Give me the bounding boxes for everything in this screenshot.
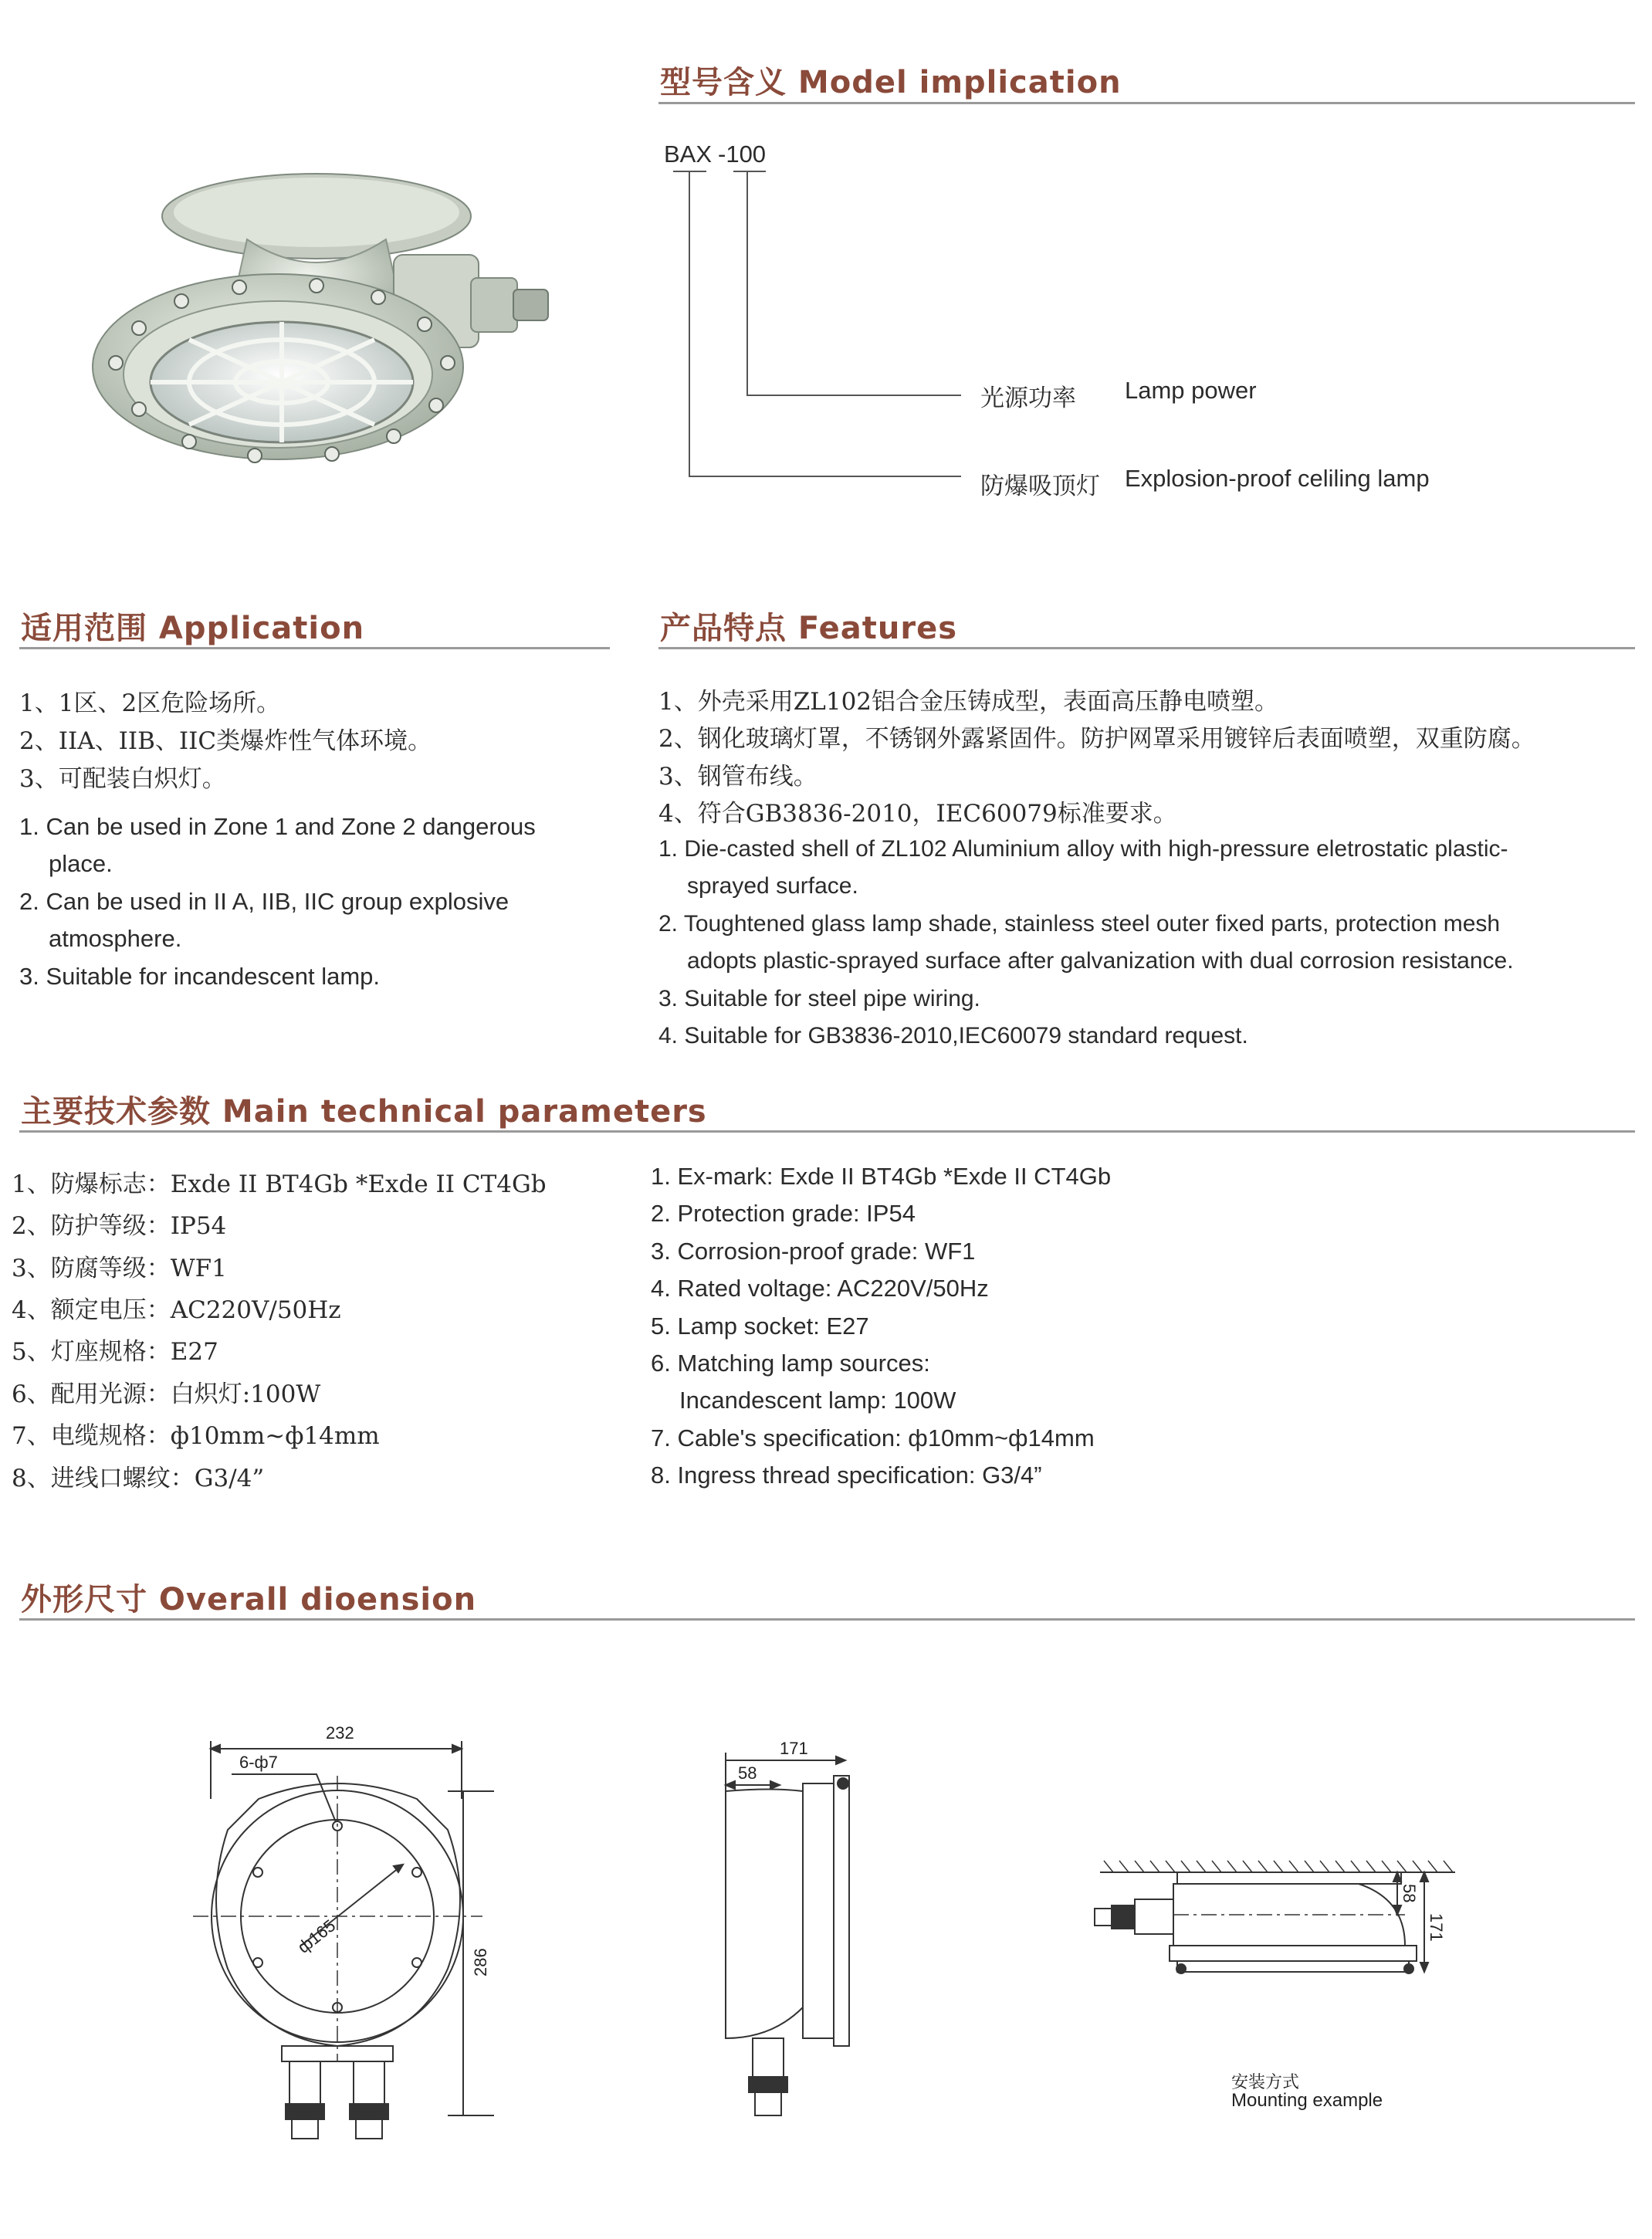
params-zh-item: 7、电缆规格：ф10mm~ф14mm — [12, 1422, 380, 1450]
features-zh-item: 4、符合GB3836-2010，IEC60079标准要求。 — [658, 800, 1177, 828]
params-en-line: 7. Cable's specification: ф10mm~ф14mm — [651, 1424, 1095, 1451]
legend-lamp-power-en: Lamp power — [1125, 377, 1257, 404]
params-zh-item: 5、灯座规格：E27 — [12, 1338, 218, 1366]
side-depth-label: 171 — [780, 1739, 808, 1758]
features-en-line: 1. Die-casted shell of ZL102 Aluminium alloy with high-pressure eletrostatic plastic- — [658, 836, 1508, 862]
dimension-section-title: 外形尺寸 Overall dioension — [21, 1582, 477, 1617]
params-section-rule — [19, 1130, 1635, 1133]
application-section-rule — [19, 647, 610, 649]
features-en-line: sprayed surface. — [687, 873, 858, 899]
front-view-drawing — [185, 1714, 525, 2146]
application-en-line: atmosphere. — [49, 925, 182, 952]
legend-lamp-power-zh: 光源功率 — [980, 384, 1076, 412]
model-leader-lines — [0, 0, 1652, 540]
application-en-line: place. — [49, 850, 113, 877]
features-en-line: 2. Toughtened glass lamp shade, stainless steel outer fixed parts, protection mesh — [658, 911, 1501, 937]
params-zh-item: 6、配用光源：白炽灯:100W — [12, 1380, 321, 1408]
front-height-label: 286 — [471, 1948, 490, 1976]
model-section-title: 型号含义 Model implication — [660, 65, 1122, 100]
features-zh-item: 1、外壳采用ZL102铝合金压铸成型，表面高压静电喷塑。 — [658, 688, 1279, 716]
params-en-line: 8. Ingress thread specification: G3/4” — [651, 1462, 1042, 1489]
application-en-line: 1. Can be used in Zone 1 and Zone 2 dangerous — [19, 813, 536, 840]
params-zh-item: 1、防爆标志：Exde II BT4Gb *Exde II CT4Gb — [12, 1170, 547, 1198]
mounting-caption-zh: 安装方式 — [1231, 2073, 1300, 2092]
side-view-drawing — [710, 1739, 880, 2146]
params-en-line: 5. Lamp socket: E27 — [651, 1313, 869, 1340]
mount-h1-label: 58 — [1400, 1884, 1419, 1903]
params-zh-item: 2、防护等级：IP54 — [12, 1212, 227, 1240]
application-en-line: 2. Can be used in II A, IIB, IIC group explosive — [19, 888, 509, 915]
params-zh-item: 3、防腐等级：WF1 — [12, 1255, 227, 1282]
mount-h2-label: 171 — [1427, 1913, 1446, 1942]
features-en-line: 3. Suitable for steel pipe wiring. — [658, 986, 980, 1011]
features-zh-item: 2、钢化玻璃灯罩，不锈钢外露紧固件。防护网罩采用镀锌后表面喷塑，双重防腐。 — [658, 725, 1535, 753]
legend-lamp-type-en: Explosion-proof celiling lamp — [1125, 465, 1430, 492]
params-zh-item: 8、进线口螺纹：G3/4” — [12, 1465, 265, 1492]
params-en-line: 3. Corrosion-proof grade: WF1 — [651, 1238, 976, 1265]
features-en-line: 4. Suitable for GB3836-2010,IEC60079 standard request. — [658, 1023, 1248, 1048]
params-en-line: 1. Ex-mark: Exde II BT4Gb *Exde II CT4Gb — [651, 1163, 1112, 1190]
front-width-label: 232 — [326, 1723, 354, 1743]
mounting-example-drawing — [1081, 1853, 1467, 2007]
params-en-line: 2. Protection grade: IP54 — [651, 1200, 916, 1227]
dimension-section-rule — [19, 1618, 1635, 1621]
features-zh-item: 3、钢管布线。 — [658, 763, 818, 791]
front-pcd-label: ф165 — [293, 1916, 340, 1957]
params-en-line: 4. Rated voltage: AC220V/50Hz — [651, 1275, 989, 1302]
params-section-title: 主要技术参数 Main technical parameters — [21, 1094, 707, 1130]
side-base-label: 58 — [738, 1763, 757, 1783]
application-en-line: 3. Suitable for incandescent lamp. — [19, 963, 380, 990]
legend-lamp-type-zh: 防爆吸顶灯 — [980, 473, 1100, 500]
front-holes-label: 6-ф7 — [239, 1753, 278, 1772]
model-code-bax: BAX — [664, 141, 713, 168]
application-zh-item: 1、1区、2区危险场所。 — [19, 689, 281, 717]
application-zh-item: 3、可配装白炽灯。 — [19, 765, 226, 793]
mounting-caption-en: Mounting example — [1231, 2090, 1383, 2111]
model-code-num: -100 — [718, 141, 767, 168]
params-en-line: 6. Matching lamp sources: — [651, 1350, 930, 1377]
params-zh-item: 4、额定电压：AC220V/50Hz — [12, 1296, 341, 1324]
application-zh-item: 2、IIA、IIB、IIC类爆炸性气体环境。 — [19, 727, 432, 755]
params-en-line: Incandescent lamp: 100W — [679, 1387, 956, 1414]
features-en-line: adopts plastic-sprayed surface after galvanization with dual corrosion resistance. — [687, 948, 1514, 974]
features-section-rule — [658, 647, 1635, 649]
features-section-title: 产品特点 Features — [660, 611, 958, 646]
application-section-title: 适用范围 Application — [21, 611, 365, 646]
